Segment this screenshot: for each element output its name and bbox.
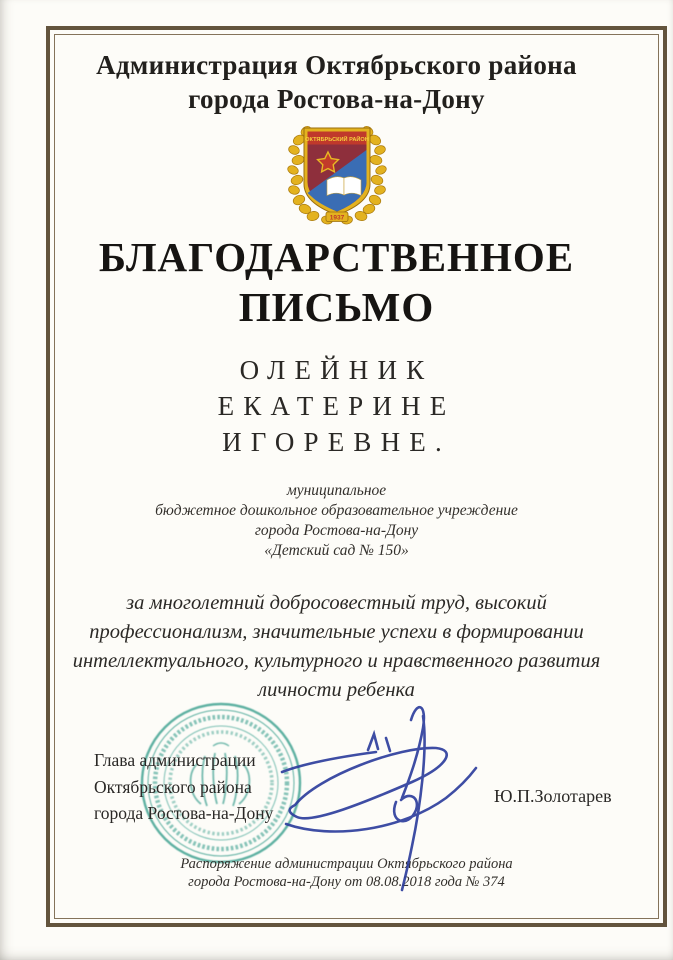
citation-line: личности ребенка (258, 679, 415, 701)
signoff-line: Октябрьского района (94, 776, 252, 797)
recipient-firstname: ЕКАТЕРИНЕ (217, 391, 456, 421)
shield-icon (304, 128, 370, 222)
institution-line: бюджетное дошкольное образовательное учреждение (155, 502, 518, 519)
citation-line: интеллектуального, культурного и нравственного развития (72, 650, 601, 672)
footer-line: города Ростова-на-Дону от 08.08.2018 года № 374 (188, 873, 505, 890)
signer-name: Ю.П.Золотарев (494, 786, 612, 806)
institution-line: «Детский сад № 150» (264, 542, 409, 559)
title-line2: ПИСЬМО (238, 284, 435, 330)
footer-line: Распоряжение администрации Октябрьского района (180, 856, 513, 872)
arms-banner-text: ОКТЯБРЬСКИЙ РАЙОН (304, 137, 369, 143)
recipient-name (0, 352, 673, 460)
issuer-line2: города Ростова-на-Дону (188, 84, 485, 114)
citation-text (40, 589, 633, 705)
citation-line: за многолетний добросовестный труд, высокий (126, 592, 547, 614)
coat-of-arms (275, 114, 399, 232)
issuer-header (0, 48, 673, 116)
title-line1: БЛАГОДАРСТВЕННОЕ (98, 234, 575, 280)
institution-block (0, 481, 673, 561)
institution-line: города Ростова-на-Дону (254, 522, 419, 539)
institution-line: муниципальное (286, 482, 387, 499)
signoff-line: города Ростова-на-Дону (94, 803, 274, 823)
footer-order-reference (60, 856, 633, 891)
citation-line: профессионализм, значительные успехи в формировании (89, 621, 584, 643)
open-book-icon (327, 177, 361, 196)
signoff-position (94, 747, 273, 827)
arms-year-text: 1937 (329, 214, 344, 222)
document-title (0, 232, 673, 332)
signoff-line: Глава администрации (94, 750, 256, 770)
issuer-line1: Администрация Октябрьского района (96, 50, 577, 80)
recipient-surname: ОЛЕЙНИК (239, 355, 434, 385)
recipient-patronymic: ИГОРЕВНЕ. (222, 427, 451, 457)
